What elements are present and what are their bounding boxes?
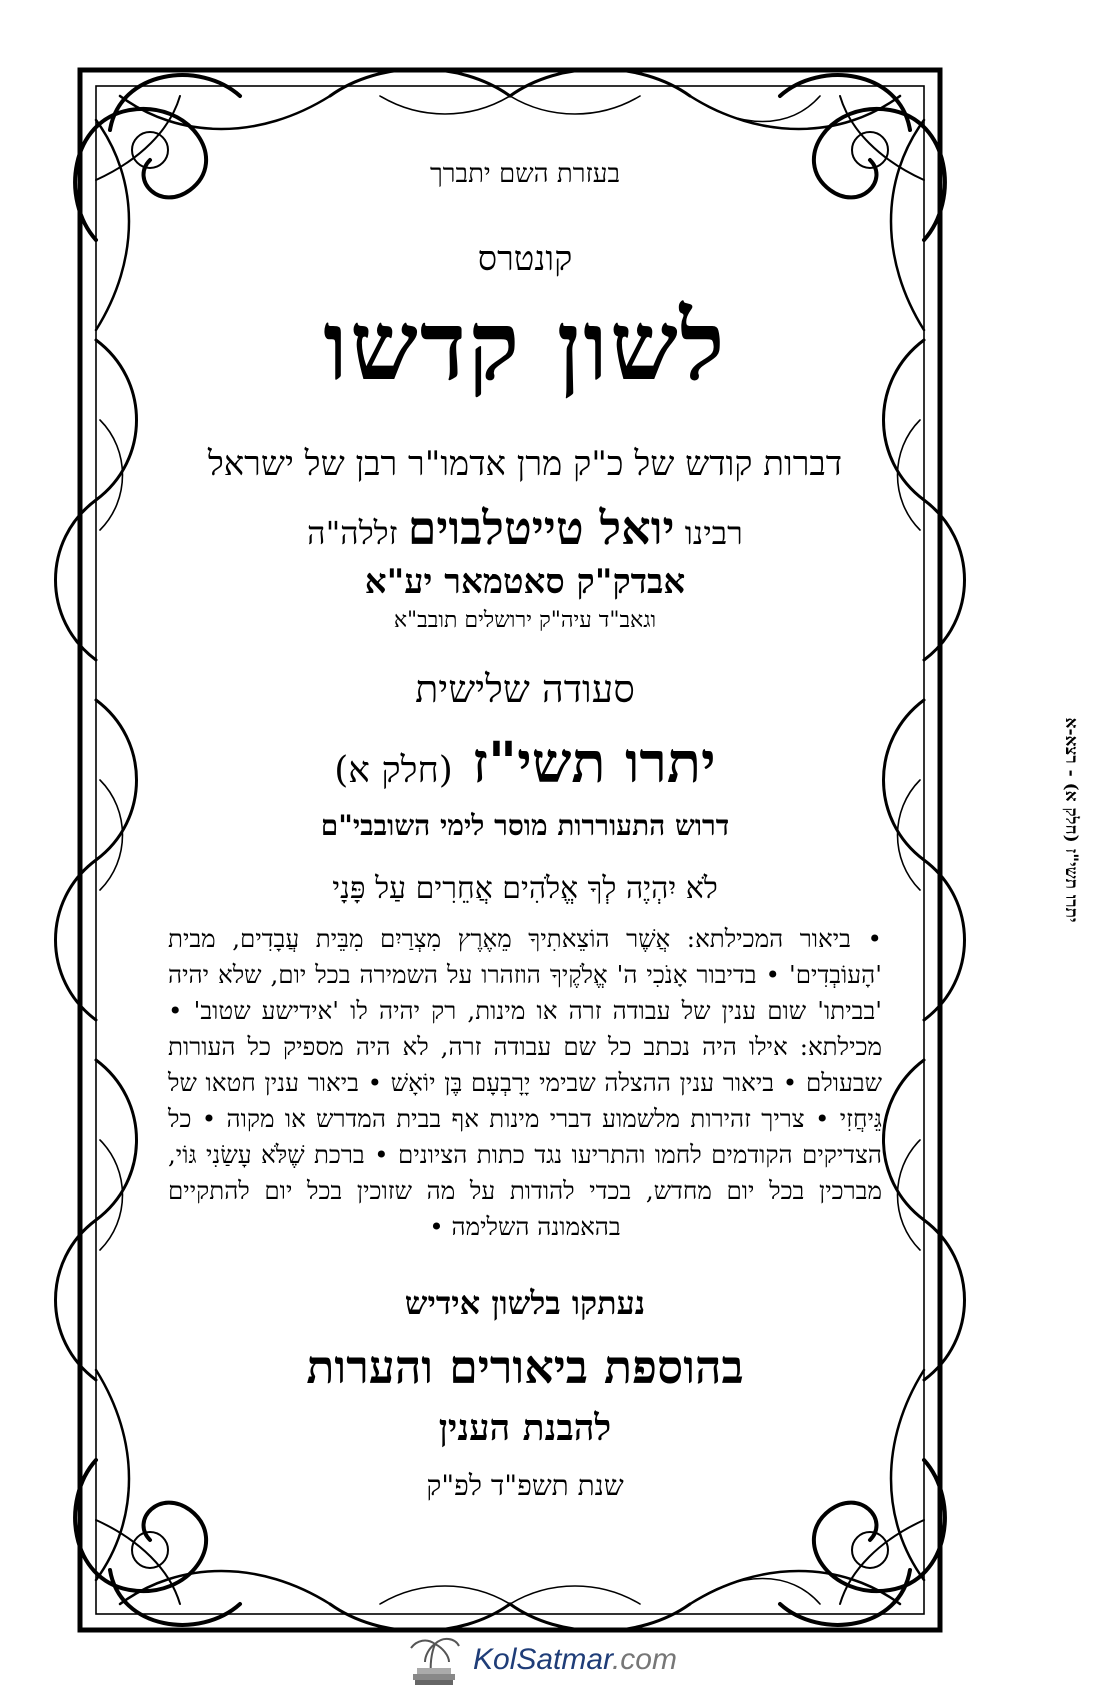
verse: לֹא יִהְיֶה לְךָ אֱלֹהִים אֲחֵרִים עַל פָּנָי [332,871,718,907]
site-footer[interactable] [405,1632,677,1688]
understanding-note: להבנת הענין [438,1407,612,1450]
author-also-title: וגאב"ד עיה"ק ירושלים תובב"א [393,608,657,634]
title-page [160,140,890,1560]
author-prefix: רבינו [684,514,743,553]
side-running-title: יתרו תשי"ז (חלק א) - רצא-א [1061,717,1081,923]
additions-note: בהוספת ביאורים והערות [306,1340,744,1395]
occasion-seuda: סעודה שלישית [415,666,635,711]
summary-paragraph: • ביאור המכילתא: אֲשֶׁר הוֹצֵאתִיךָ מֵאֶרֶץ מִצְרַיִם מִבֵּית עֲבָדִים, מבית 'הָעוֹבְדִים' • בדיבור אָנֹכִי ה' אֱלֹקֶיךָ הוזהרו על השמירה בכל יום, שלא יהיה 'בביתו' שום ענין של עבודה זרה או מינות, רק יהיה לו 'אידישע שטוב' • מכילתא: אילו היה נכתב כל שם עבודה זרה, לא היה מספיק כל העורות שבעולם • ביאור ענין ההצלה שבימי יָרָבְעָם בֶּן יוֹאָשׁ • ביאור ענין חטאו של גֵּיחֲזִי • צריך זהירות מלשמוע דברי מינות אף בבית המדרש או מקוה • כל הצדיקים הקודמים לחמו והתריעו נגד כתות הציונים • ברכת שֶׁלֹּא עָשַׂנִי גּוֹי, מברכין בכל יום מחדש, בכדי להודות על מה שזוכין בכל יום להתקיים בהאמונה השלימה • [168,923,882,1241]
parsha-name: יתרו תשי"ז [472,730,716,797]
translated-note: נעתקו בלשון אידיש [404,1283,646,1322]
site-name[interactable]: KolSatmar.com [473,1643,677,1676]
author-title: אבדק"ק סאטמאר יע"א [364,562,686,603]
parsha-part: (חלק א) [334,750,453,792]
publication-year: שנת תשפ"ד לפ"ק [426,1468,624,1502]
speeches-line: דברות קודש של כ"ק מרן אדמו"ר רבן של ישראל [207,444,843,485]
kuntres-label: קונטרס [477,238,573,279]
author-line [160,502,890,555]
blessing-header: בעזרת השם יתברך [430,159,620,189]
palm-tree-books-icon [405,1632,463,1688]
author-suffix: זללה"ה [307,514,398,553]
drush-subtitle: דרוש התעוררות מוסר לימי השובבי"ם [320,808,730,842]
main-title: לשון קדשו [323,288,727,402]
occasion-parsha [160,731,890,795]
author-name: יואל טייטלבוים [407,501,675,556]
